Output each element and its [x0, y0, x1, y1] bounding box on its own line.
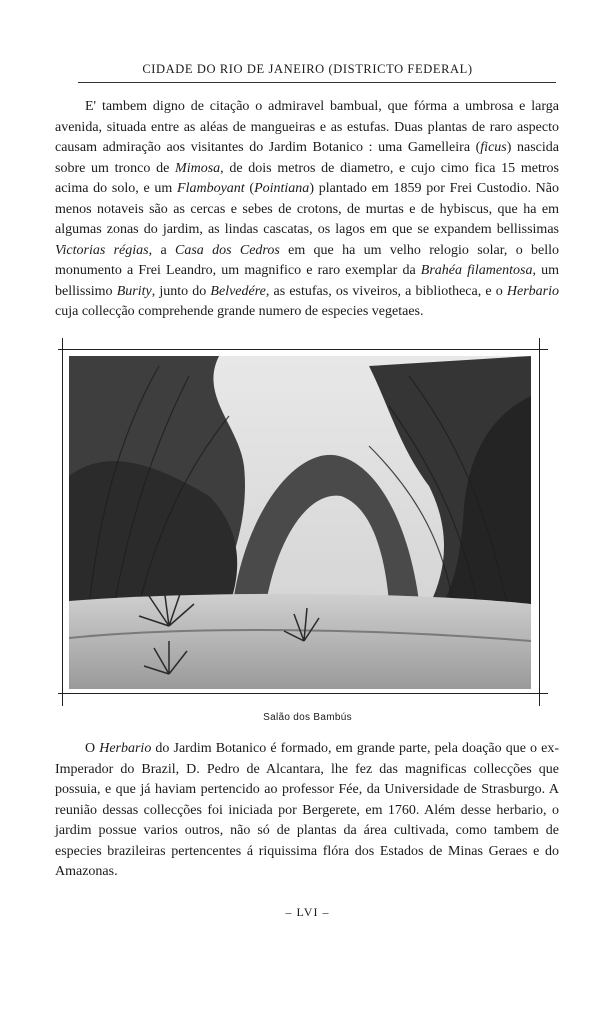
italic-term: Herbario — [506, 283, 560, 299]
italic-term: Flamboyant — [177, 181, 245, 196]
italic-term: Belvedére — [210, 283, 266, 299]
text-span: , a — [148, 242, 175, 258]
paragraph-bambual — [55, 97, 559, 323]
bamboo-avenue-photo — [69, 356, 531, 689]
italic-term: Mimosa — [175, 160, 221, 176]
italic-term: Burity — [116, 283, 152, 299]
header-rule — [78, 82, 556, 83]
text-span: do Jardim Botanico é formado, em grande parte, pela doação que o ex-Imperador do Brazil, D. Pedro de Alcantara, lhe fez das magnificas collecções que possuia, e que já haviam pertencido ao professor Fée, da Universidade de Strasburgo. A reunião dessas collecções foi iniciada por Bergerete, em 1760. Além desse herbario, o jardim possue varios outros, não só de plantas da área cultivada, como tambem de especies brazileiras pertencentes á riquissima flóra dos Estados de Minas Geraes e do Amazonas. — [55, 741, 559, 879]
text-span: ( — [244, 181, 255, 196]
text-span: O — [85, 741, 100, 756]
text-span: ) nascida sobre um tronco de — [55, 140, 559, 176]
italic-term: Victorias régias — [55, 242, 149, 258]
text-span: ) plantado em 1859 por Frei Custodio. Não menos notaveis são as cercas e sebes de crotons, de murtas e de hybiscus, que ha em algumas zonas do jardim, as lindas cascatas, os lagos em que se expandem bellissimas — [55, 181, 559, 237]
italic-term: Brahéa filamentosa — [420, 263, 533, 278]
text-span: , junto do — [151, 283, 211, 299]
text-span: , de dois metros de diametro, e cujo cimo fica 15 metros acima do solo, e um — [55, 160, 559, 196]
italic-term: ficus — [480, 140, 507, 155]
italic-term: Herbario — [99, 741, 152, 756]
running-header: CIDADE DO RIO DE JANEIRO (DISTRICTO FEDERAL) — [142, 62, 473, 76]
page-number: – LVI – — [285, 905, 330, 919]
text-span: E' tambem digno de citação o admiravel bambual, que fórma a umbrosa e larga avenida, situada entre as aléas de mangueiras e as estufas. Duas plantas de raro aspecto causam admiração aos visitantes do Jardim Botanico : uma Gamelleira ( — [55, 99, 559, 155]
text-span: em que ha um velho relogio solar, o bello monumento a Frei Leandro, um magnifico e raro exemplar da — [55, 242, 560, 278]
italic-term: Pointiana — [254, 181, 310, 196]
photo-caption: Salão dos Bambús — [263, 712, 352, 723]
text-span: , as estufas, os viveiros, a bibliotheca, e o — [265, 283, 507, 299]
frame-left-rule — [62, 338, 63, 706]
text-span: cuja collecção comprehende grande numero de especies vegetaes. — [55, 304, 424, 319]
frame-bottom-rule — [58, 693, 548, 694]
paragraph-herbario — [55, 739, 559, 883]
frame-right-rule — [539, 338, 540, 706]
frame-top-rule — [58, 349, 548, 350]
italic-term: Casa dos Cedros — [174, 242, 280, 258]
text-span: , um bellissimo — [55, 263, 560, 299]
